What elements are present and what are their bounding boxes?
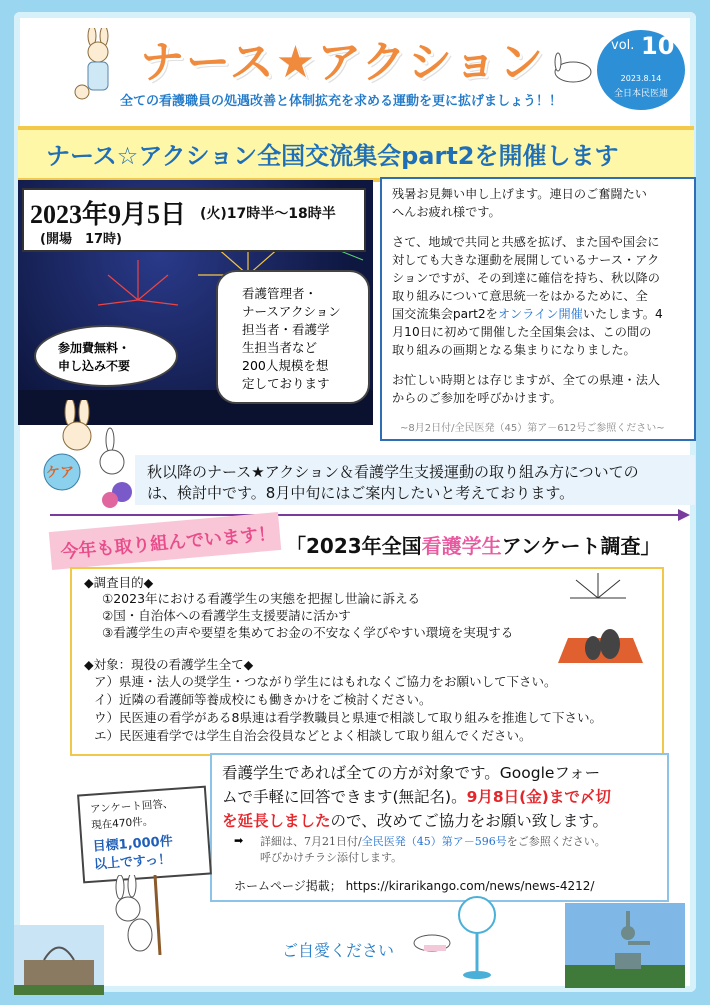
target-line: 看護管理者・ — [242, 286, 318, 301]
detail-link[interactable]: 全民医発（45）第ア－596号 — [361, 835, 507, 848]
homepage-url[interactable]: ホームページ掲載； https://kirarikango.com/news/news-4212/ — [234, 879, 595, 893]
detail-text: をご参照ください。 — [506, 835, 606, 848]
target-item: エ）民医連看学では学生自治会役員などとよく相談して取り組んでください。 — [94, 728, 532, 743]
cta-line-extension — [222, 809, 608, 831]
target-item: ウ）民医連の看学がある8県連は看学教職員と県連で相談して取り組みを推進して下さい。 — [94, 710, 602, 725]
target-line: 生担当者など — [242, 340, 318, 355]
message-line: からのご参加を呼びかけます。 — [392, 391, 562, 405]
cta-text: ので、改めてご協力をお願い致します。 — [330, 812, 608, 830]
divider-arrow — [50, 514, 682, 516]
sign-goal: 以上ですっ！ — [93, 852, 172, 873]
purpose-item: ②国・自治体への看護学生支援要請に活かす — [102, 608, 351, 623]
message-text: 国交流集会part2を — [392, 307, 498, 321]
message-line: 対しても大きな運動を展開しているナース・アク — [392, 253, 660, 267]
message-text: いたします。4 — [582, 307, 663, 321]
message-line: お忙しい時期とは存じますが、全ての県連・法人 — [392, 373, 661, 387]
event-date: 2023年9月5日 — [30, 200, 187, 229]
detail-line: 呼びかけチラシ添付します。 — [260, 851, 403, 864]
target-bubble — [216, 270, 370, 404]
detail-line — [260, 833, 606, 849]
lying-bunny-illustration — [548, 50, 598, 90]
event-open-time: (開場 17時) — [40, 232, 122, 247]
message-line: 残暑お見舞い申し上げます。連日のご奮闘たい — [392, 187, 647, 201]
page-title: ナース★アクション — [140, 37, 546, 88]
target-item: ア）県連・法人の奨学生・つながり学生にはもれなくご協力をお願いして下さい。 — [94, 674, 557, 689]
purpose-item: ③看護学生の声や要望を集めてお金の不安なく学びやすい環境を実現する — [102, 625, 514, 640]
message-line: 取り組みについて意思統一をはかるために、全 — [392, 289, 648, 303]
bullet-arrow-icon: ➡ — [234, 834, 244, 847]
online-link[interactable]: オンライン開催 — [497, 307, 583, 321]
survey-title-text: アンケート調査」 — [501, 534, 661, 558]
bunny-holding-sign-illustration — [100, 875, 170, 955]
headline-banner — [18, 126, 694, 182]
peace-statue-photo — [565, 903, 685, 988]
notice-line: は、検討中です。8月中旬にはご案内したいと考えております。 — [147, 484, 575, 502]
bunny-with-electric-fan-illustration — [402, 893, 522, 983]
sign-goal: 目標1,000件 — [92, 834, 174, 855]
target-line: ナースアクション — [242, 304, 341, 319]
target-item: イ）近隣の看護師等養成校にも働きかけをご検討ください。 — [94, 692, 432, 707]
cta-text: ムで手軽に回答できます(無記名)。 — [222, 788, 467, 806]
target-line: 担当者・看護学 — [242, 322, 330, 337]
care-fan-label: ケア — [46, 465, 74, 481]
target-line: 定しております — [242, 376, 330, 391]
sign-line: アンケート回答、 — [89, 797, 174, 816]
volume-number: 10 — [641, 32, 675, 60]
message-line-online — [392, 305, 663, 322]
cta-line-deadline — [222, 785, 611, 807]
call-to-action-box — [210, 753, 669, 902]
event-time: (火)17時半～18時半 — [200, 206, 336, 222]
purpose-heading: ◆調査目的◆ — [84, 575, 154, 590]
survey-title-highlight: 看護学生 — [421, 534, 502, 558]
detail-text: 詳細は、7月21日付/ — [260, 835, 362, 848]
notice-line: 秋以降のナース★アクション＆看護学生支援運動の取り組み方についての — [147, 463, 639, 481]
message-line: さて、地域で共同と共感を拡げ、また国や国会に — [392, 235, 660, 249]
sign-line: 現在470件。 — [90, 815, 154, 832]
closing-message: ご自愛ください — [282, 941, 395, 960]
message-reference: ~8月2日付/全民医発（45）第ア－612号ご参照ください~ — [400, 423, 665, 434]
target-heading: ◆対象：現役の看護学生全て◆ — [84, 657, 254, 672]
survey-title-text: 「2023年全国 — [286, 534, 422, 558]
volume-badge — [597, 30, 685, 110]
deadline-text: 9月8日(金)まで〆切 — [466, 788, 611, 806]
issue-date: 2023.8.14 — [620, 74, 662, 83]
headline-text: ナース☆アクション全国交流集会part2を開催します — [46, 142, 619, 170]
purpose-item: ①2023年における看護学生の実態を把握し世論に訴える — [102, 591, 421, 606]
fee-line: 参加費無料・ — [58, 341, 131, 355]
extension-text: を延長しました — [222, 812, 331, 830]
arrow-head-icon — [678, 509, 690, 521]
target-line: 200人規模を想 — [242, 358, 329, 373]
cats-watching-fireworks-illustration — [548, 568, 648, 668]
message-line: へんお疲れ様です。 — [392, 205, 501, 219]
fee-bubble — [34, 325, 178, 387]
page-subtitle: 全ての看護職員の処遇改善と体制拡充を求める運動を更に拡げましょう！！ — [120, 94, 563, 109]
bunnies-with-fan-illustration — [40, 400, 140, 510]
survey-title — [286, 530, 660, 559]
cta-line: 看護学生であれば全ての方が対象です。Googleフォー — [222, 764, 601, 782]
issuer-org: 全日本民医連 — [613, 89, 668, 99]
small-bunny-icon — [72, 78, 92, 102]
volume-prefix: vol. — [611, 38, 635, 53]
response-count-sign — [77, 786, 212, 884]
ongoing-tag-text: 今年も取り組んでいます！ — [59, 523, 277, 564]
message-line: 月10日に初めて開催した全国集会は、この間の — [392, 325, 652, 339]
message-line: ションですが、その到達に確信を持ち、秋以降の — [392, 271, 660, 285]
atomic-bomb-dome-photo — [14, 925, 104, 995]
message-line: 取り組みの画期となる集まりになりました。 — [392, 343, 636, 357]
greeting-message-box — [380, 177, 696, 441]
notice-bar — [135, 455, 695, 505]
fee-line: 申し込み不要 — [58, 359, 131, 373]
